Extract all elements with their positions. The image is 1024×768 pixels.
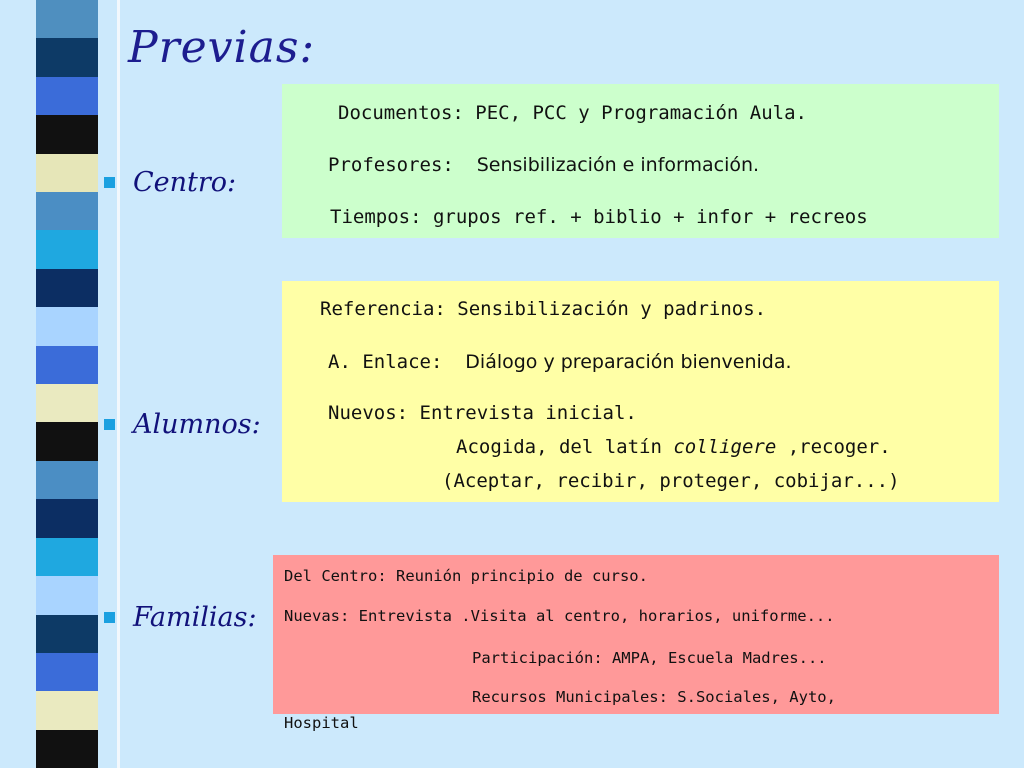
decorative-stripe	[36, 0, 98, 768]
stripe-segment	[36, 38, 98, 76]
alumnos-line	[456, 436, 891, 458]
familias-line	[284, 567, 648, 585]
alumnos-referencia: Referencia: Sensibilización y padrinos.	[320, 298, 767, 320]
bullet-square-icon	[104, 177, 115, 188]
familias-line	[472, 649, 827, 667]
bullet-square-icon	[104, 419, 115, 430]
stripe-segment	[36, 691, 98, 729]
centro-line	[328, 154, 759, 176]
familias-line	[284, 607, 835, 625]
stripe-segment	[36, 615, 98, 653]
stripe-segment	[36, 384, 98, 422]
alumnos-line	[442, 470, 900, 492]
alumnos-colligere: colligere	[673, 436, 777, 458]
bullet-label: Alumnos:	[133, 409, 261, 440]
centro-line	[330, 206, 868, 228]
familias-nuevas: Nuevas: Entrevista .Visita al centro, horarios, uniforme...	[284, 607, 835, 625]
stripe-segment	[36, 192, 98, 230]
alumnos-line	[328, 402, 637, 424]
familias-recursos: Recursos Municipales: S.Sociales, Ayto,	[472, 688, 836, 706]
centro-tiempos-label: Tiempos:	[330, 206, 422, 228]
alumnos-recoger: ,recoger.	[776, 436, 891, 458]
alumnos-line	[328, 351, 792, 373]
stripe-segment	[36, 77, 98, 115]
stripe-segment	[36, 154, 98, 192]
familias-line	[472, 688, 836, 706]
centro-profesores-label: Profesores:	[328, 154, 454, 176]
centro-documentos: Documentos: PEC, PCC y Programación Aula.	[338, 102, 807, 124]
bullet-centro	[104, 167, 236, 198]
stripe-segment	[36, 538, 98, 576]
alumnos-acogida: Acogida, del latín	[456, 436, 674, 458]
familias-hospital: Hospital	[284, 714, 359, 732]
bullet-familias	[104, 602, 257, 633]
bullet-label: Familias:	[133, 602, 257, 633]
stripe-segment	[36, 307, 98, 345]
stripe-segment	[36, 653, 98, 691]
alumnos-enlace-text: Diálogo y preparación bienvenida.	[465, 351, 792, 373]
alumnos-enlace-label: A. Enlace:	[328, 351, 443, 373]
familias-box	[273, 555, 999, 714]
stripe-segment	[36, 115, 98, 153]
alumnos-line	[320, 298, 766, 320]
familias-participacion: Participación: AMPA, Escuela Madres...	[472, 649, 827, 667]
stripe-segment	[36, 230, 98, 268]
stripe-segment	[36, 461, 98, 499]
stripe-segment	[36, 0, 98, 38]
centro-line	[338, 102, 807, 124]
familias-del-centro: Del Centro: Reunión principio de curso.	[284, 567, 648, 585]
centro-profesores-text: Sensibilización e información.	[476, 154, 760, 176]
stripe-segment	[36, 269, 98, 307]
stripe-segment	[36, 576, 98, 614]
alumnos-aceptar: (Aceptar, recibir, proteger, cobijar...)	[442, 470, 900, 492]
stripe-segment	[36, 730, 98, 768]
divider	[117, 0, 120, 768]
bullet-alumnos	[104, 409, 261, 440]
alumnos-nuevos: Nuevos: Entrevista inicial.	[328, 402, 637, 424]
stripe-segment	[36, 499, 98, 537]
stripe-segment	[36, 422, 98, 460]
bullet-square-icon	[104, 612, 115, 623]
alumnos-box	[282, 281, 999, 502]
slide-title: Previas:	[128, 22, 316, 73]
centro-tiempos-text: grupos ref. + biblio + infor + recreos	[432, 206, 868, 228]
stripe-segment	[36, 346, 98, 384]
centro-box	[282, 84, 999, 238]
bullet-label: Centro:	[133, 167, 237, 198]
